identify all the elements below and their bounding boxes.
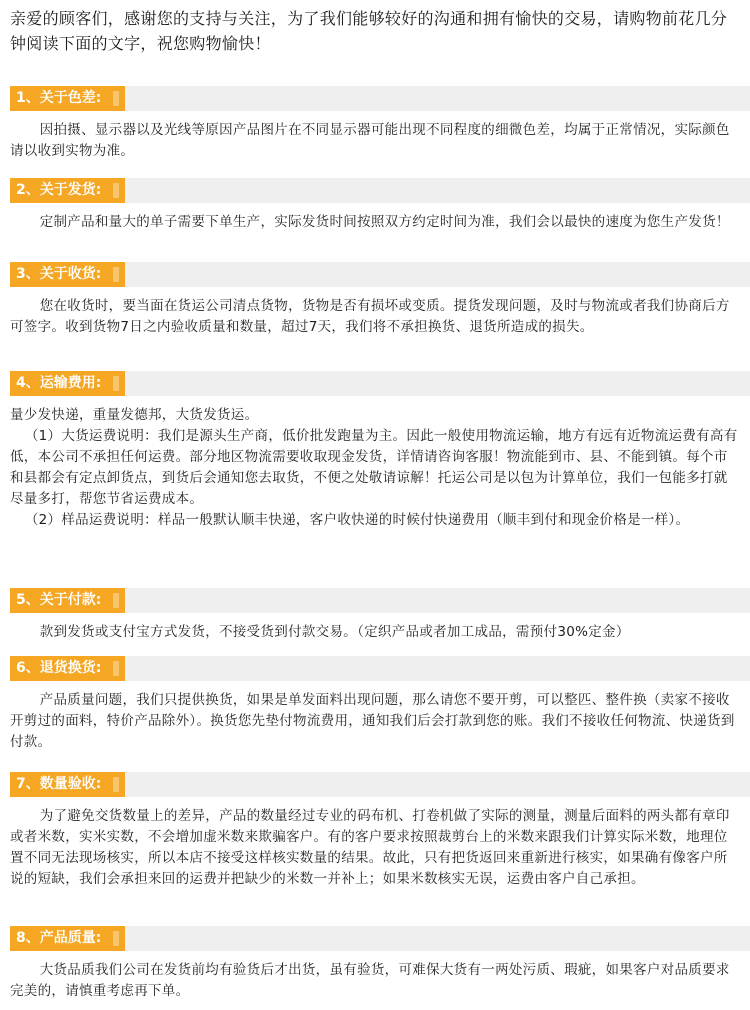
section-freight	[0, 371, 750, 531]
section-header-bar	[10, 371, 750, 396]
section-title: 5、关于付款:	[10, 588, 125, 613]
section-quality	[0, 926, 750, 1002]
section-header-bar	[10, 588, 750, 613]
section-header-bar	[10, 656, 750, 681]
section-title: 4、运输费用:	[10, 371, 125, 396]
section-header-bar	[10, 262, 750, 287]
section-body: 量少发快递，重量发德邦，大货发货运。	[10, 407, 259, 423]
section-title: 2、关于发货:	[10, 178, 125, 203]
section-body: 定制产品和量大的单子需要下单生产，实际发货时间按照双方约定时间为准，我们会以最快的速度为您生产发货！	[39, 214, 730, 230]
section-quantity-check	[0, 772, 750, 890]
section-body: 大货品质我们公司在发货前均有验货后才出货，虽有验货，可难保大货有一两处污质、瑕疵，如果客户对品质要求完美的，请慎重考虑再下单。	[10, 962, 730, 999]
section-title: 8、产品质量:	[10, 926, 125, 951]
section-header-bar	[10, 178, 750, 203]
section-color-difference	[0, 86, 750, 162]
section-body: 因拍摄、显示器以及光线等原因产品图片在不同显示器可能出现不同程度的细微色差，均属于正常情况，实际颜色请以收到实物为准。	[10, 122, 730, 159]
section-payment	[0, 588, 750, 643]
section-title: 6、退货换货:	[10, 656, 125, 681]
section-body: 您在收货时，要当面在货运公司清点货物，货物是否有损坏或变质。提货发现问题，及时与物流或者我们协商后方可签字。收到货物7日之内验收质量和数量，超过7天，我们将不承担换货、退货所造成的损失。	[10, 298, 730, 335]
section-body: （1）大货运费说明：我们是源头生产商，低价批发跑量为主。因此一般使用物流运输，地方有远有近物流运费有高有低，本公司不承担任何运费。部分地区物流需要收取现金发货，详情请咨询客服！物流能到市、县、不能到镇。每个市和县都会有定点卸货点，到货后会通知您去取货，不便之处敬请谅解！托运公司是以包为计算单位，我们一包能多打就尽量多打，帮您节省运费成本。	[10, 428, 738, 507]
section-shipping	[0, 178, 750, 233]
section-header-bar	[10, 926, 750, 951]
section-header-bar	[10, 772, 750, 797]
section-title: 7、数量验收:	[10, 772, 125, 797]
section-title: 1、关于色差:	[10, 86, 125, 111]
section-header-bar	[10, 86, 750, 111]
section-body: （2）样品运费说明：样品一般默认顺丰快递，客户收快递的时候付快递费用（顺丰到付和现金价格是一样）。	[24, 512, 690, 528]
section-body: 款到发货或支付宝方式发货，不接受货到付款交易。（定织产品或者加工成品，需预付30%定金）	[39, 624, 630, 640]
intro-text: 亲爱的顾客们，感谢您的支持与关注，为了我们能够较好的沟通和拥有愉快的交易，请购物前花几分钟阅读下面的文字，祝您购物愉快！	[10, 9, 728, 53]
section-receiving	[0, 262, 750, 338]
section-body: 为了避免交货数量上的差异，产品的数量经过专业的码布机、打卷机做了实际的测量，测量后面料的两头都有章印或者米数，实米实数，不会增加虚米数来欺骗客户。有的客户要求按照裁剪台上的米数来跟我们计算实际米数，地理位置不同无法现场核实，所以本店不接受这样核实数量的结果。故此，只有把货返回来重新进行核实，如果确有像客户所说的短缺，我们会承担来回的运费并把缺少的米数一并补上；如果米数核实无误，运费由客户自己承担。	[10, 808, 730, 887]
section-title: 3、关于收货:	[10, 262, 125, 287]
section-body: 产品质量问题，我们只提供换货，如果是单发面料出现问题，那么请您不要开剪，可以整匹、整件换（卖家不接收开剪过的面料，特价产品除外）。换货您先垫付物流费用，通知我们后会打款到您的账。我们不接收任何物流、快递货到付款。	[10, 692, 735, 750]
section-returns	[0, 656, 750, 753]
